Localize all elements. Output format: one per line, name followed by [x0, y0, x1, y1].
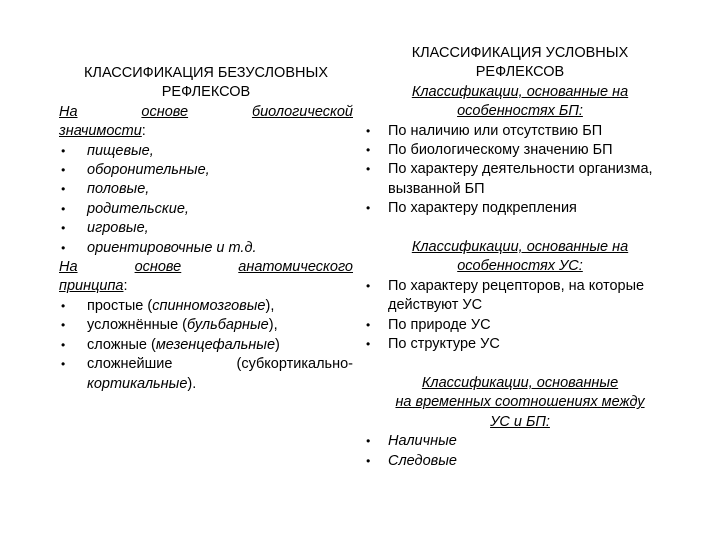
bullet-dot-icon: •: [61, 337, 66, 352]
right-section3-list: [366, 432, 674, 471]
list-item: [366, 141, 674, 160]
bullet-dot-icon: •: [61, 318, 66, 333]
list-item: [366, 122, 674, 141]
bullet-dot-icon: •: [61, 240, 66, 255]
list-item-pre: сложные (: [87, 336, 156, 353]
bullet-dot-icon: •: [61, 163, 66, 178]
unconditioned-reflexes-column: [59, 64, 353, 394]
bullet-dot-icon: •: [366, 317, 371, 332]
list-item-text: ориентировочные и т.д.: [87, 239, 257, 256]
bullet-dot-icon: •: [366, 143, 371, 158]
list-item: [59, 336, 353, 355]
list-item-text: игровые,: [87, 220, 149, 237]
left-section2-heading-word3: анатомического: [238, 259, 353, 276]
bullet-dot-icon: •: [61, 221, 66, 236]
right-section1-heading-line1: Классификации, основанные на: [411, 83, 629, 100]
left-section1-heading: [59, 103, 353, 122]
right-section1-heading-line2: особенностях БП:: [457, 103, 583, 120]
list-item: [366, 432, 674, 451]
bullet-dot-icon: •: [61, 298, 66, 313]
left-section1-list: [59, 142, 353, 258]
left-section2-list: [59, 297, 353, 394]
bullet-dot-icon: •: [366, 162, 371, 177]
bullet-dot-icon: •: [366, 337, 371, 352]
list-item: [366, 335, 674, 354]
left-section1-heading-end-text: значимости: [59, 123, 142, 140]
list-item-line1: [87, 355, 353, 374]
list-item-word1: сложнейшие: [87, 356, 173, 373]
list-item-text: По природе УС: [388, 316, 491, 333]
list-item-text: Следовые: [388, 452, 457, 469]
right-title-line1: КЛАССИФИКАЦИЯ УСЛОВНЫХ: [411, 45, 629, 61]
list-item: [366, 160, 674, 199]
left-section1-heading-colon: :: [141, 123, 146, 140]
left-section2-heading-word2: основе: [134, 259, 182, 276]
right-section3-heading-line1: Классификации, основанные: [421, 374, 619, 391]
list-item: [59, 297, 353, 316]
list-item: [59, 239, 353, 258]
list-item: [59, 200, 353, 219]
right-section2-heading-line2: особенностях УС:: [457, 258, 583, 275]
list-item-post: ).: [187, 375, 197, 392]
left-section2-heading-colon: :: [123, 278, 128, 295]
list-item-word2: (субкортикально-: [236, 356, 353, 373]
left-section1-heading-word1: На: [59, 103, 78, 120]
bullet-dot-icon: •: [61, 143, 66, 158]
bullet-dot-icon: •: [61, 201, 66, 216]
bullet-dot-icon: •: [366, 453, 371, 468]
list-item: [366, 277, 674, 316]
list-item-text: родительские,: [87, 200, 189, 217]
list-item: [59, 219, 353, 238]
list-item-text: оборонительные,: [87, 162, 210, 179]
left-section1-heading-word2: основе: [141, 103, 189, 120]
list-item: [59, 355, 353, 394]
list-item: [59, 142, 353, 161]
bullet-dot-icon: •: [366, 278, 371, 293]
list-item-text: Наличные: [388, 433, 457, 450]
left-section2-heading-end: [59, 277, 353, 296]
list-item-pre: усложнённые (: [87, 317, 187, 334]
right-section2-list: [366, 277, 674, 355]
list-item-post: ),: [268, 317, 278, 334]
right-section3-heading-line2: на временных соотношениях между: [395, 394, 645, 411]
list-item: [59, 316, 353, 335]
list-item-text: По биологическому значению БП: [388, 142, 613, 159]
list-item-text: По характеру рецепторов, на которые действуют УС: [388, 277, 645, 314]
conditioned-reflexes-column: [366, 44, 674, 471]
right-title-line2: РЕФЛЕКСОВ: [475, 64, 565, 81]
left-section2-heading-end-text: принципа: [59, 278, 124, 295]
right-section1-list: [366, 122, 674, 219]
bullet-dot-icon: •: [61, 182, 66, 197]
list-item-text: По наличию или отсутствию БП: [388, 122, 603, 139]
section-spacer: [366, 354, 674, 373]
list-item-italic: мезенцефальные: [155, 336, 276, 353]
left-section1-heading-word3: биологической: [251, 103, 353, 120]
list-item: [366, 316, 674, 335]
list-item: [366, 452, 674, 471]
left-section2-heading-word1: На: [59, 259, 78, 276]
left-title-line1: КЛАССИФИКАЦИЯ БЕЗУСЛОВНЫХ: [83, 65, 328, 81]
bullet-dot-icon: •: [366, 123, 371, 138]
bullet-dot-icon: •: [61, 357, 66, 372]
list-item: [59, 161, 353, 180]
list-item-post: ): [275, 336, 280, 353]
list-item-italic: бульбарные: [187, 317, 269, 334]
left-section2-heading: [59, 258, 353, 277]
bullet-dot-icon: •: [366, 434, 371, 449]
left-section1-heading-end: [59, 122, 353, 141]
list-item-text: По характеру деятельности организма, вызванной БП: [388, 161, 653, 197]
list-item-post: ),: [265, 297, 275, 314]
list-item-pre: простые (: [87, 297, 153, 314]
bullet-dot-icon: •: [366, 201, 371, 216]
list-item: [59, 180, 353, 199]
list-item-text: половые,: [87, 181, 150, 198]
list-item-italic: кортикальные: [87, 375, 188, 392]
list-item-text: пищевые,: [87, 142, 154, 159]
right-section3-heading-line3: УС и БП:: [490, 413, 550, 430]
left-title-line2: РЕФЛЕКСОВ: [161, 84, 251, 101]
list-item-text: По структуре УС: [388, 336, 500, 353]
list-item-line2: [87, 375, 353, 394]
list-item: [366, 199, 674, 218]
list-item-text: По характеру подкрепления: [388, 200, 577, 217]
right-section2-heading-line1: Классификации, основанные на: [411, 239, 629, 256]
list-item-italic: спинномозговые: [152, 297, 266, 314]
section-spacer: [366, 219, 674, 238]
